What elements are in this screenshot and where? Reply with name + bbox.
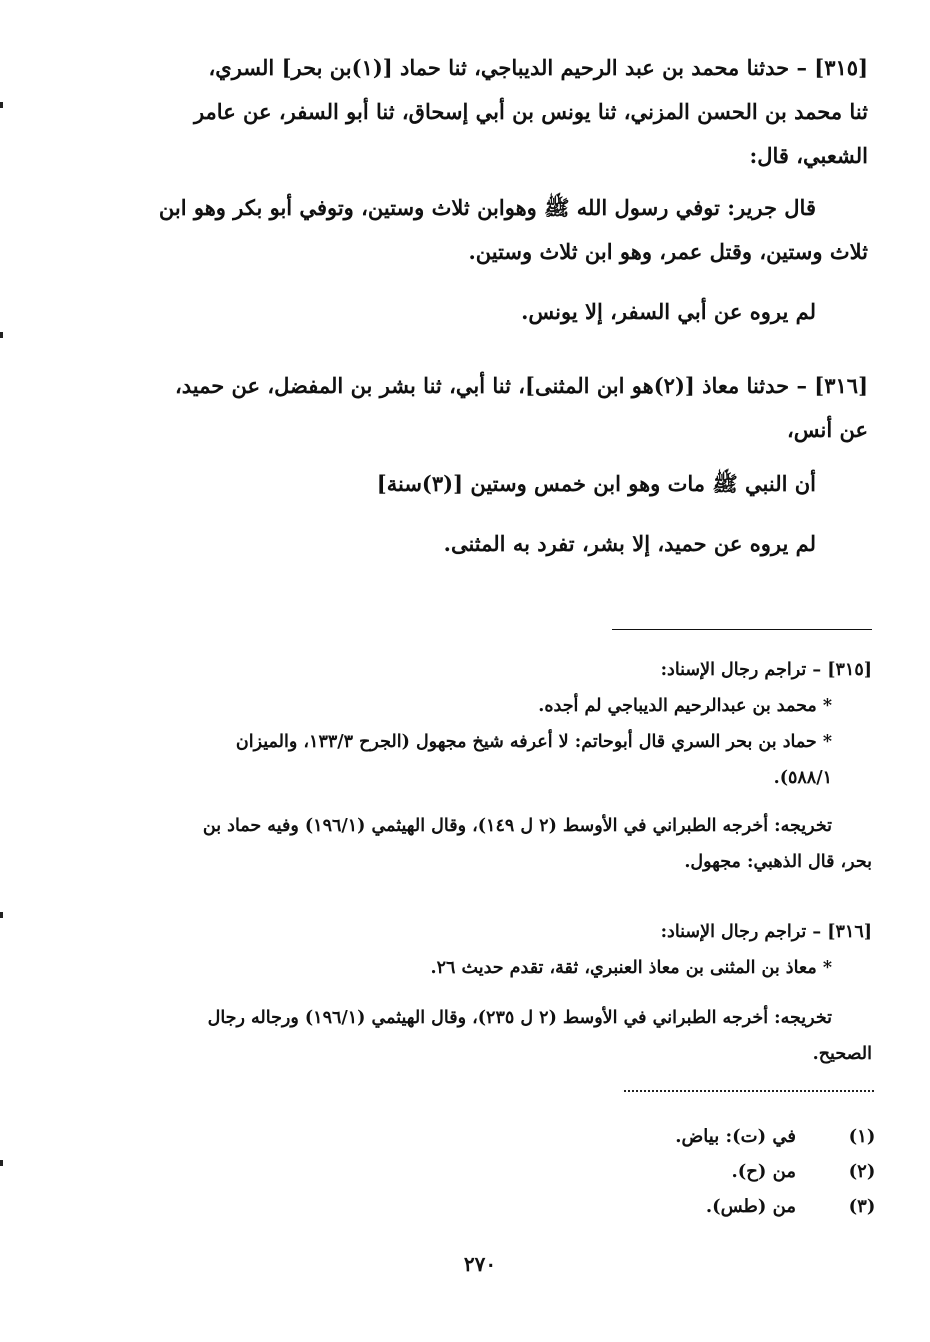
footnote-1-number: (١) xyxy=(848,1126,876,1147)
hadith-315-line-2: ثنا محمد بن الحسن المزني، ثنا يونس بن أبي إسحاق، ثنا أبو السفر، عن عامر xyxy=(193,99,868,124)
commentary-316-heading: [٣١٦] – تراجم رجال الإسناد: xyxy=(660,922,872,942)
commentary-316-item-1: * معاذ بن المثنى بن معاذ العنبري، ثقة، تقدم حديث ٢٦. xyxy=(430,958,832,978)
scan-edge-mark xyxy=(0,332,3,338)
commentary-316-takhrij-line-2: الصحيح. xyxy=(812,1044,872,1064)
hadith-315-matn-line-1: قال جرير: توفي رسول الله ﷺ وهوابن ثلاث وستين، وتوفي أبو بكر وهو ابن xyxy=(158,195,816,220)
hadith-315-line-3: الشعبي، قال: xyxy=(749,143,868,168)
hadith-315-matn-line-2: ثلاث وستين، وقتل عمر، وهو ابن ثلاث وستين. xyxy=(468,239,868,264)
commentary-divider xyxy=(612,629,872,630)
hadith-316-line-1: [٣١٦] – حدثنا معاذ [(٢)هو ابن المثنى]، ثنا أبي، ثنا بشر بن المفضل، عن حميد، xyxy=(174,373,868,398)
commentary-315-item-2-line-1: * حماد بن بحر السري قال أبوحاتم: لا أعرفه شيخ مجهول (الجرح ١٣٣/٣، والميزان xyxy=(235,732,832,752)
scan-edge-mark xyxy=(0,912,3,918)
footnote-2-number: (٢) xyxy=(848,1161,876,1182)
hadith-315-note-text: لم يروه عن أبي السفر، إلا يونس. xyxy=(521,299,816,324)
hadith-316-note xyxy=(58,522,868,566)
hadith-316-isnad xyxy=(58,364,868,452)
commentary-315-takhrij-line-2: بحر، قال الذهبي: مجهول. xyxy=(684,852,872,872)
hadith-315-matn xyxy=(58,186,868,274)
footnote-1 xyxy=(622,1120,882,1154)
footnote-3-text: من (طس). xyxy=(705,1196,796,1217)
scan-edge-mark xyxy=(0,1160,3,1166)
commentary-315-heading: [٣١٥] – تراجم رجال الإسناد: xyxy=(660,660,872,680)
footnote-separator xyxy=(624,1090,874,1092)
commentary-316-takhrij xyxy=(54,1000,872,1072)
commentary-316-takhrij-line-1: تخريجه: أخرجه الطبراني في الأوسط (٢ ل ٢٣٥)، وقال الهيثمي (١٩٦/١) ورجاله رجال xyxy=(207,1008,832,1028)
hadith-315-note xyxy=(58,290,868,334)
footnote-1-text: في (ت): بياض. xyxy=(675,1126,796,1147)
hadith-315-line-1: [٣١٥] – حدثنا محمد بن عبد الرحيم الديباجي، ثنا حماد [(١)بن بحر] السري، xyxy=(208,55,868,80)
hadith-315-isnad xyxy=(58,46,868,178)
page-number: ٢٧٠ xyxy=(463,1252,497,1276)
commentary-315-takhrij-line-1: تخريجه: أخرجه الطبراني في الأوسط (٢ ل ١٤٩)، وقال الهيثمي (١٩٦/١) وفيه حماد بن xyxy=(202,816,832,836)
commentary-315-takhrij xyxy=(54,808,872,880)
footnote-3 xyxy=(622,1190,882,1224)
hadith-316-note-text: لم يروه عن حميد، إلا بشر، تفرد به المثنى. xyxy=(443,531,816,556)
commentary-315 xyxy=(54,652,872,796)
commentary-315-item-2-line-2: ٥٨٨/١). xyxy=(773,768,832,788)
hadith-316-matn-text: أن النبي ﷺ مات وهو ابن خمس وستين [(٣)سنة] xyxy=(376,471,816,496)
scan-edge-mark xyxy=(0,102,3,108)
footnote-3-number: (٣) xyxy=(848,1196,876,1217)
hadith-316-matn xyxy=(58,462,868,506)
commentary-315-item-1: * محمد بن عبدالرحيم الديباجي لم أجده. xyxy=(538,696,832,716)
footnote-2 xyxy=(622,1155,882,1189)
commentary-316 xyxy=(54,914,872,986)
hadith-316-line-2: عن أنس، xyxy=(786,417,868,442)
footnote-2-text: من (ح). xyxy=(731,1161,796,1182)
